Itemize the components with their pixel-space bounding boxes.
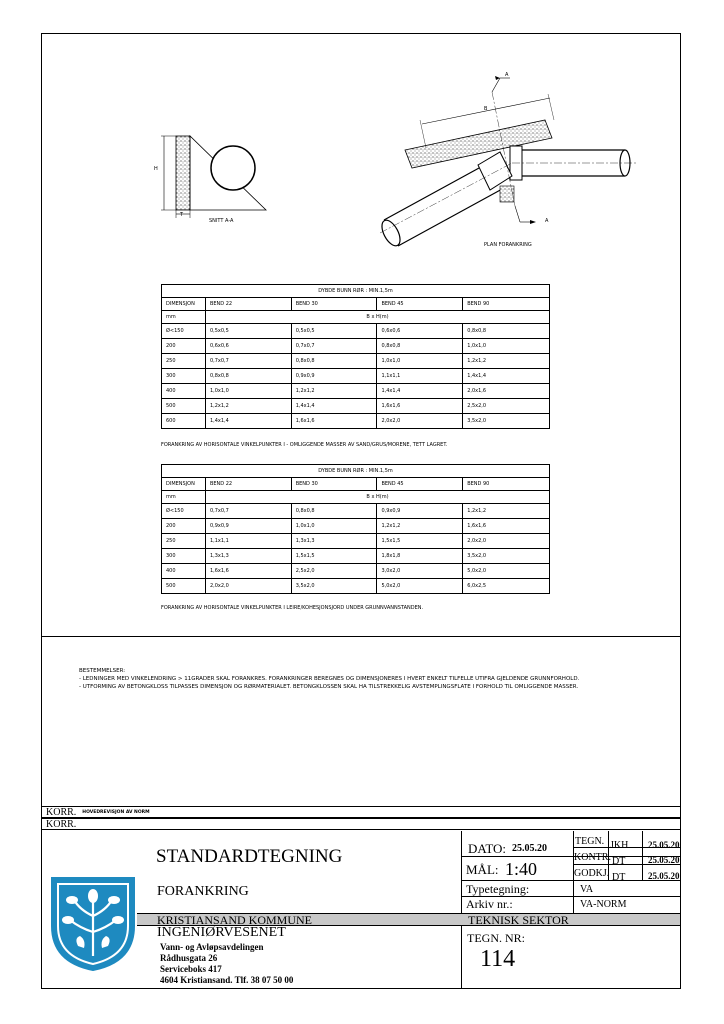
- dim-b-label: B: [484, 106, 488, 112]
- mal-value: 1:40: [505, 859, 538, 879]
- technical-drawing: [0, 0, 724, 300]
- address-line: 4604 Kristiansand. Tlf. 38 07 50 00: [160, 975, 294, 985]
- table-row: 300 1,3x1,3 1,5x1,5 1,8x1,8 3,5x2,0: [162, 549, 550, 564]
- table-row: 200 0,9x0,9 1,0x1,0 1,2x1,2 1,6x1,6: [162, 519, 550, 534]
- table-row: 250 1,1x1,1 1,3x1,3 1,5x1,5 2,0x2,0: [162, 534, 550, 549]
- table-title: DYBDE BUNN RØR : MIN.1,5m: [162, 285, 550, 298]
- pipe-section: [211, 146, 255, 190]
- table-header: BEND 30: [291, 298, 377, 311]
- table-header: DIMENSJON: [162, 298, 206, 311]
- table2-note: FORANKRING AV HORISONTALE VINKELPUNKTER I LEIRE/KOHESJONSJORD UNDER GRUNNVANNSTANDEN.: [161, 605, 424, 611]
- table-row: Ø<150 0,5x0,5 0,5x0,5 0,6x0,6 0,8x0,8: [162, 324, 550, 339]
- main-title: STANDARDTEGNING: [156, 846, 343, 867]
- table-header: BEND 90: [463, 478, 550, 491]
- dim-t-label: T: [180, 212, 184, 218]
- tegn-initials: JKH: [610, 840, 629, 851]
- table-row: 200 0,6x0,6 0,7x0,7 0,8x0,8 1,0x1,0: [162, 339, 550, 354]
- sector-label: TEKNISK SEKTOR: [468, 913, 569, 927]
- division: Vann- og Avløpsavdelingen: [160, 942, 264, 952]
- table-row: 600 1,4x1,4 1,6x1,6 2,0x2,0 3,5x2,0: [162, 414, 550, 429]
- table-header: BEND 45: [377, 478, 463, 491]
- table-unit: mm: [162, 311, 206, 324]
- table-row: 500 2,0x2,0 3,5x2,0 5,0x2,0 6,0x2,5: [162, 579, 550, 594]
- arrow-a-top-label: A: [505, 72, 509, 78]
- anchoring-table-sand: [161, 284, 550, 429]
- drawing-subtitle: FORANKRING: [157, 884, 249, 899]
- table-header: BEND 45: [377, 298, 463, 311]
- arkiv-label: Arkiv nr.:: [466, 897, 513, 911]
- table-row: 400 1,0x1,0 1,2x1,2 1,4x1,4 2,0x1,6: [162, 384, 550, 399]
- municipality: KRISTIANSAND KOMMUNE: [157, 913, 313, 927]
- plan-label: PLAN FORANKRING: [484, 242, 532, 248]
- table-subheader: B x H(m): [205, 311, 549, 324]
- notes-section: [79, 667, 579, 691]
- table-row: 400 1,6x1,6 2,5x2,0 3,0x2,0 5,0x2,0: [162, 564, 550, 579]
- table-header: BEND 90: [463, 298, 550, 311]
- table1-note: FORANKRING AV HORISONTALE VINKELPUNKTER I - OMLIGGENDE MASSER AV SAND/GRUS/MORENE, TETT LAGRET.: [161, 442, 448, 448]
- table-header: DIMENSJON: [162, 478, 206, 491]
- typetegning-label: Typetegning:: [466, 882, 530, 896]
- table-header: BEND 22: [205, 298, 291, 311]
- kontr-initials: DT: [612, 856, 626, 867]
- korr-row-1: [41, 806, 681, 818]
- korr-label: KORR.: [46, 819, 77, 830]
- anchoring-table-clay: [161, 464, 550, 594]
- concrete-block-plan: [405, 120, 552, 168]
- concrete-block-section: [176, 136, 190, 210]
- department: INGENIØRVESENET: [157, 925, 286, 940]
- table-unit: mm: [162, 491, 206, 504]
- section-a-a: [161, 136, 266, 218]
- table-title: DYBDE BUNN RØR : MIN.1,5m: [162, 465, 550, 478]
- kristiansand-coat-of-arms-logo: [50, 876, 136, 972]
- notes-line: - UTFORMING AV BETONGKLOSS TILPASSES DIMENSJON OG RØRMATERIALET. BETONGKLOSSEN SKAL HA TILSTREKKELIG AVSTEMPLINGSFLATE I FORHOLD TIL OMLIGGENDE MASSER.: [79, 684, 579, 690]
- korr-label: KORR.: [46, 807, 77, 818]
- arrow-a-bottom-label: A: [545, 218, 549, 224]
- korr-row-2: [41, 818, 681, 830]
- section-label: SNITT A-A: [209, 218, 234, 224]
- plan-view: [378, 76, 636, 249]
- notes-line: - LEDNINGER MED VINKELENDRING > 11GRADER SKAL FORANKRES. FORANKRINGER BEREGNES OG DIMENSJONERES I HVERT ENKELT TILFELLE UTIFRA GJELDENDE GRUNNFORHOLD.: [79, 676, 580, 682]
- dato-value: 25.05.20: [512, 843, 547, 854]
- godkj-label: GODKJ.: [574, 868, 610, 879]
- tegn-nr-value: 114: [480, 946, 516, 972]
- table-header: BEND 30: [291, 478, 377, 491]
- table-row: Ø<150 0,7x0,7 0,8x0,8 0,9x0,9 1,2x1,2: [162, 504, 550, 519]
- kontr-date: 25.05.20: [648, 855, 680, 865]
- table-row: 300 0,8x0,8 0,9x0,9 1,1x1,1 1,4x1,4: [162, 369, 550, 384]
- kontr-label: KONTR.: [574, 852, 611, 863]
- tegn-label: TEGN.: [575, 836, 605, 847]
- tegn-date: 25.05.20: [648, 840, 680, 850]
- mal-label: MÅL:: [466, 862, 499, 877]
- dato-label: DATO:: [468, 841, 507, 856]
- godkj-date: 25.05.20: [648, 871, 680, 881]
- typetegning-value: VA: [580, 884, 594, 895]
- table-subheader: B x H(m): [205, 491, 549, 504]
- tegn-nr-label: TEGN. NR:: [467, 931, 525, 945]
- korr-text: HOVEDREVISJON AV NORM: [82, 810, 150, 816]
- dim-h-label: H: [154, 166, 158, 172]
- arkiv-value: VA-NORM: [580, 899, 627, 910]
- address-line: Serviceboks 417: [160, 964, 222, 974]
- notes-heading: BESTEMMELSER:: [79, 668, 126, 674]
- godkj-initials: DT: [612, 872, 626, 883]
- table-row: 250 0,7x0,7 0,8x0,8 1,0x1,0 1,2x1,2: [162, 354, 550, 369]
- address-line: Rådhusgata 26: [160, 953, 218, 963]
- table-header: BEND 22: [205, 478, 291, 491]
- table-row: 500 1,2x1,2 1,4x1,4 1,6x1,6 2,5x2,0: [162, 399, 550, 414]
